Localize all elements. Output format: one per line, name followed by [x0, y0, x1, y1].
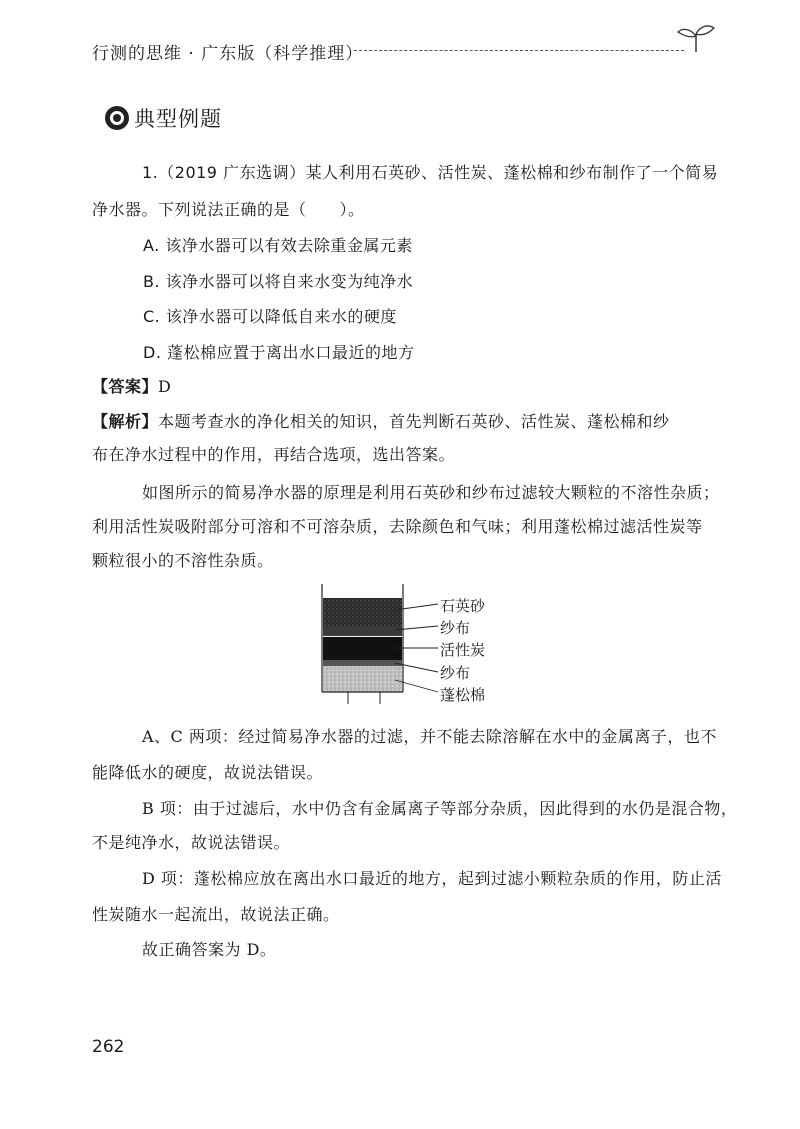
analysis-text-1: 本题考查水的净化相关的知识，首先判断石英砂、活性炭、蓬松棉和纱: [158, 412, 670, 431]
option-a: A. 该净水器可以有效去除重金属元素: [143, 236, 413, 255]
option-c: C. 该净水器可以降低自来水的硬度: [143, 307, 397, 326]
conclusion: 故正确答案为 D。: [142, 940, 277, 959]
question-line-2: 净水器。下列说法正确的是（ ）。: [92, 200, 365, 219]
option-d: D. 蓬松棉应置于离出水口最近的地方: [143, 343, 415, 362]
figure-label-cotton: 蓬松棉: [440, 686, 486, 704]
analysis-p2-line-1: 如图所示的简易净水器的原理是利用石英砂和纱布过滤较大颗粒的不溶性杂质；: [142, 483, 720, 502]
figure-label-quartz-sand: 石英砂: [440, 597, 486, 615]
header-rule: [354, 50, 684, 51]
option-b: B. 该净水器可以将自来水变为纯净水: [143, 272, 414, 291]
section-heading: [104, 103, 222, 133]
explanation-b-line-2: 不是纯净水，故说法错误。: [92, 833, 291, 852]
explanation-d-line-1: D 项：蓬松棉应放在离出水口最近的地方，起到过滤小颗粒杂质的作用，防止活: [142, 869, 722, 888]
answer-value: D: [158, 377, 172, 396]
figure-label-gauze-top: 纱布: [440, 619, 471, 637]
analysis-line-2: 布在净水过程中的作用，再结合选项，选出答案。: [92, 445, 456, 464]
water-purifier-diagram: [300, 580, 520, 710]
figure-label-gauze-bottom: 纱布: [440, 664, 471, 682]
figure-label-activated-carbon: 活性炭: [440, 641, 486, 659]
section-badge-icon: [104, 105, 130, 131]
explanation-ac-line-1: A、C 两项：经过简易净水器的过滤，并不能去除溶解在水中的金属离子，也不: [142, 727, 717, 746]
explanation-d-line-2: 性炭随水一起流出，故说法正确。: [92, 905, 340, 924]
analysis-label: 【解析】: [92, 412, 159, 431]
question-line-1: 1.（2019 广东选调）某人利用石英砂、活性炭、蓬松棉和纱布制作了一个简易: [142, 163, 719, 182]
sprout-icon: [676, 22, 716, 54]
analysis-p2-line-3: 颗粒很小的不溶性杂质。: [92, 551, 274, 570]
answer-label: 【答案】: [92, 377, 159, 396]
answer-line: [92, 374, 712, 397]
running-header: 行测的思维 · 广东版（科学推理）: [92, 44, 364, 64]
explanation-b-line-1: B 项：由于过滤后，水中仍含有金属离子等部分杂质，因此得到的水仍是混合物，: [142, 799, 738, 818]
analysis-p2-line-2: 利用活性炭吸附部分可溶和不可溶杂质，去除颜色和气味；利用蓬松棉过滤活性炭等: [92, 517, 703, 536]
analysis-line-1: [92, 409, 712, 432]
explanation-ac-line-2: 能降低水的硬度，故说法错误。: [92, 763, 324, 782]
section-title: 典型例题: [134, 107, 222, 131]
page-number: 262: [92, 1037, 125, 1057]
